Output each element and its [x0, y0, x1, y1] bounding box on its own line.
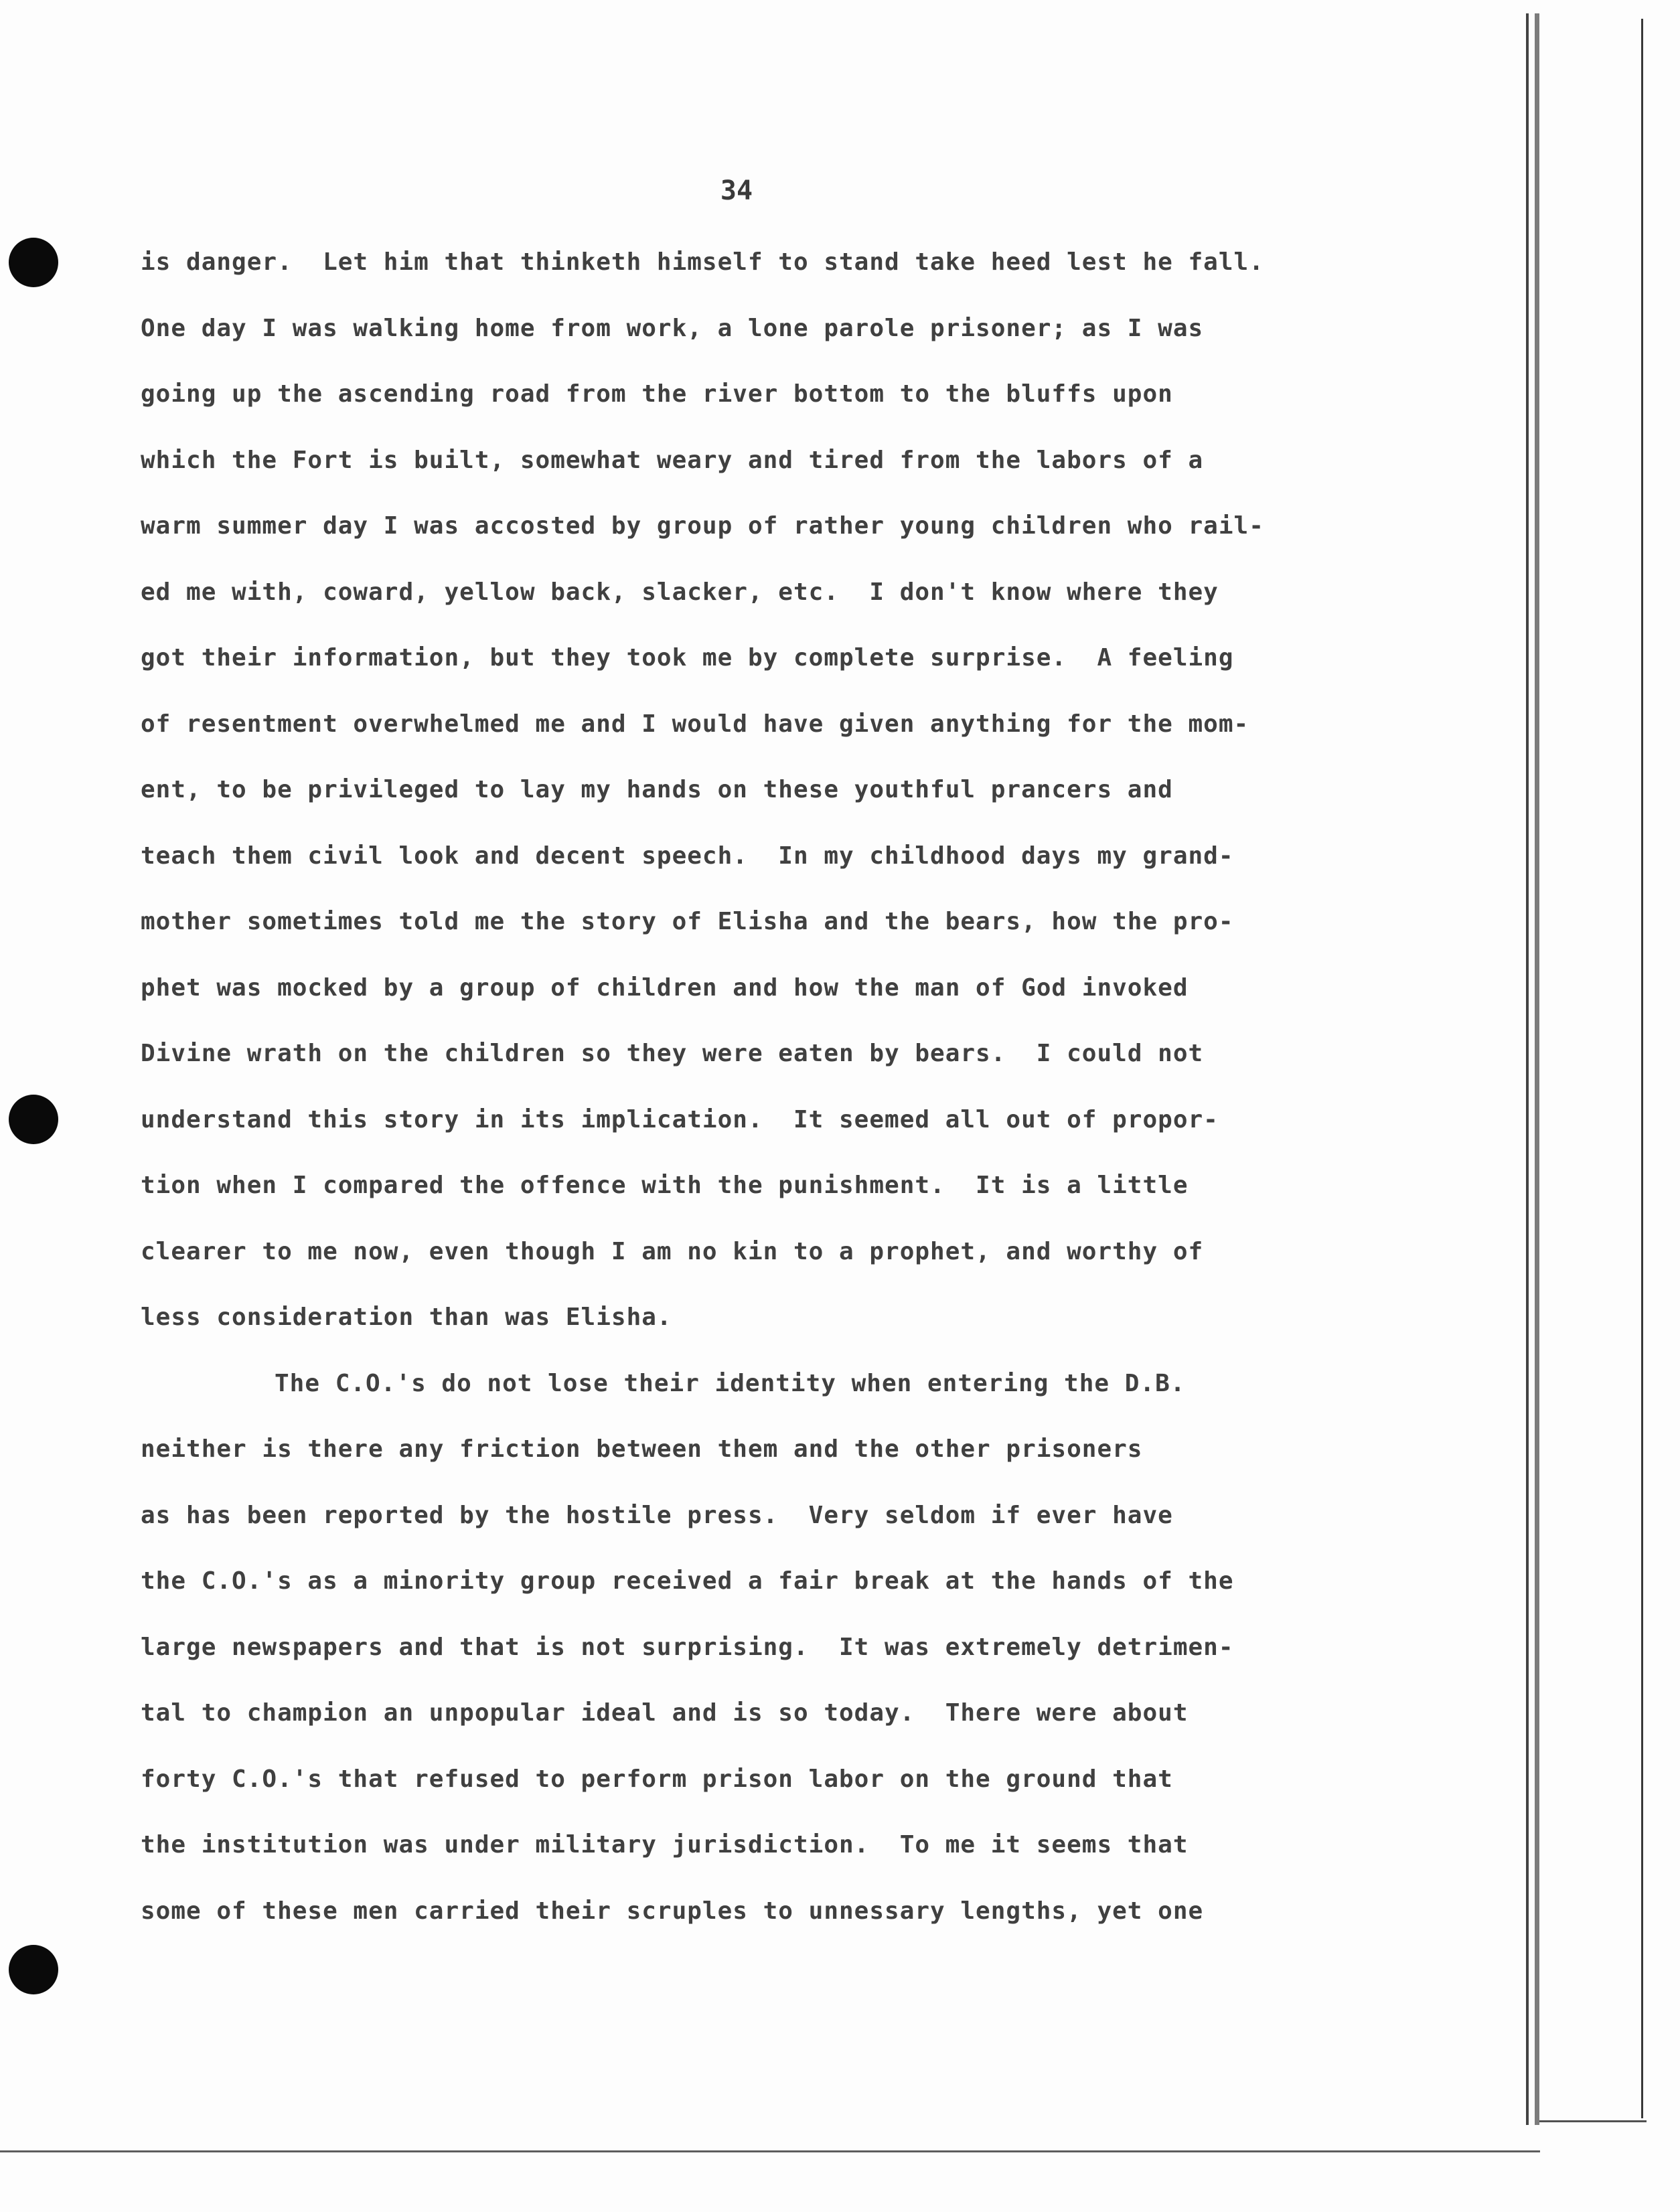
text-line: got their information, but they took me by complete surprise. A feeling — [141, 644, 1234, 672]
text-line: the institution was under military jurisdiction. To me it seems that — [141, 1831, 1189, 1859]
text-line: ent, to be privileged to lay my hands on these youthful prancers and — [141, 776, 1173, 803]
text-line: phet was mocked by a group of children and how the man of God invoked — [141, 973, 1189, 1002]
text-line: neither is there any friction between them and the other prisoners — [141, 1435, 1143, 1463]
text-line: warm summer day I was accosted by group of rather young children who rail- — [141, 512, 1264, 540]
text-line: mother sometimes told me the story of Elisha and the bears, how the pro- — [141, 908, 1234, 935]
punch-hole-middle — [9, 1095, 58, 1144]
page-bottom-edge — [0, 2150, 1540, 2152]
punch-hole-top — [9, 238, 58, 287]
page-edge-line — [1535, 13, 1539, 2125]
text-line: some of these men carried their scruples to unnessary lengths, yet one — [141, 1897, 1204, 1925]
text-line: ed me with, coward, yellow back, slacker, etc. I don't know where they — [141, 578, 1219, 606]
page-edge-line — [1526, 13, 1529, 2125]
text-line: clearer to me now, even though I am no kin to a prophet, and worthy of — [141, 1237, 1204, 1265]
text-line: which the Fort is built, somewhat weary and tired from the labors of a — [141, 446, 1204, 474]
text-line: Divine wrath on the children so they were eaten by bears. I could not — [141, 1040, 1204, 1067]
text-line: teach them civil look and decent speech. In my childhood days my grand- — [141, 842, 1234, 870]
text-line: understand this story in its implication. It seemed all out of propor- — [141, 1105, 1219, 1133]
text-line: forty C.O.'s that refused to perform prison labor on the ground that — [141, 1765, 1173, 1793]
text-line: The C.O.'s do not lose their identity when entering the D.B. — [275, 1369, 1186, 1397]
text-line: less consideration than was Elisha. — [141, 1304, 672, 1331]
text-line: going up the ascending road from the river bottom to the bluffs upon — [141, 380, 1173, 408]
text-line: tal to champion an unpopular ideal and is so today. There were about — [141, 1699, 1189, 1727]
body-text — [141, 242, 1379, 1957]
text-line: of resentment overwhelmed me and I would have given anything for the mom- — [141, 710, 1249, 738]
text-line: the C.O.'s as a minority group received a fair break at the hands of the — [141, 1567, 1234, 1595]
page-bottom-edge — [1539, 2120, 1647, 2122]
text-line: large newspapers and that is not surprising. It was extremely detrimen- — [141, 1633, 1234, 1661]
text-line: One day I was walking home from work, a lone parole prisoner; as I was — [141, 314, 1204, 342]
text-line: as has been reported by the hostile press. Very seldom if ever have — [141, 1501, 1173, 1529]
page-edge-line — [1641, 19, 1643, 2118]
punch-hole-bottom — [9, 1945, 58, 1994]
page-number: 34 — [720, 175, 753, 206]
text-line: is danger. Let him that thinketh himself to stand take heed lest he fall. — [141, 248, 1264, 276]
text-line: tion when I compared the offence with the punishment. It is a little — [141, 1172, 1189, 1199]
